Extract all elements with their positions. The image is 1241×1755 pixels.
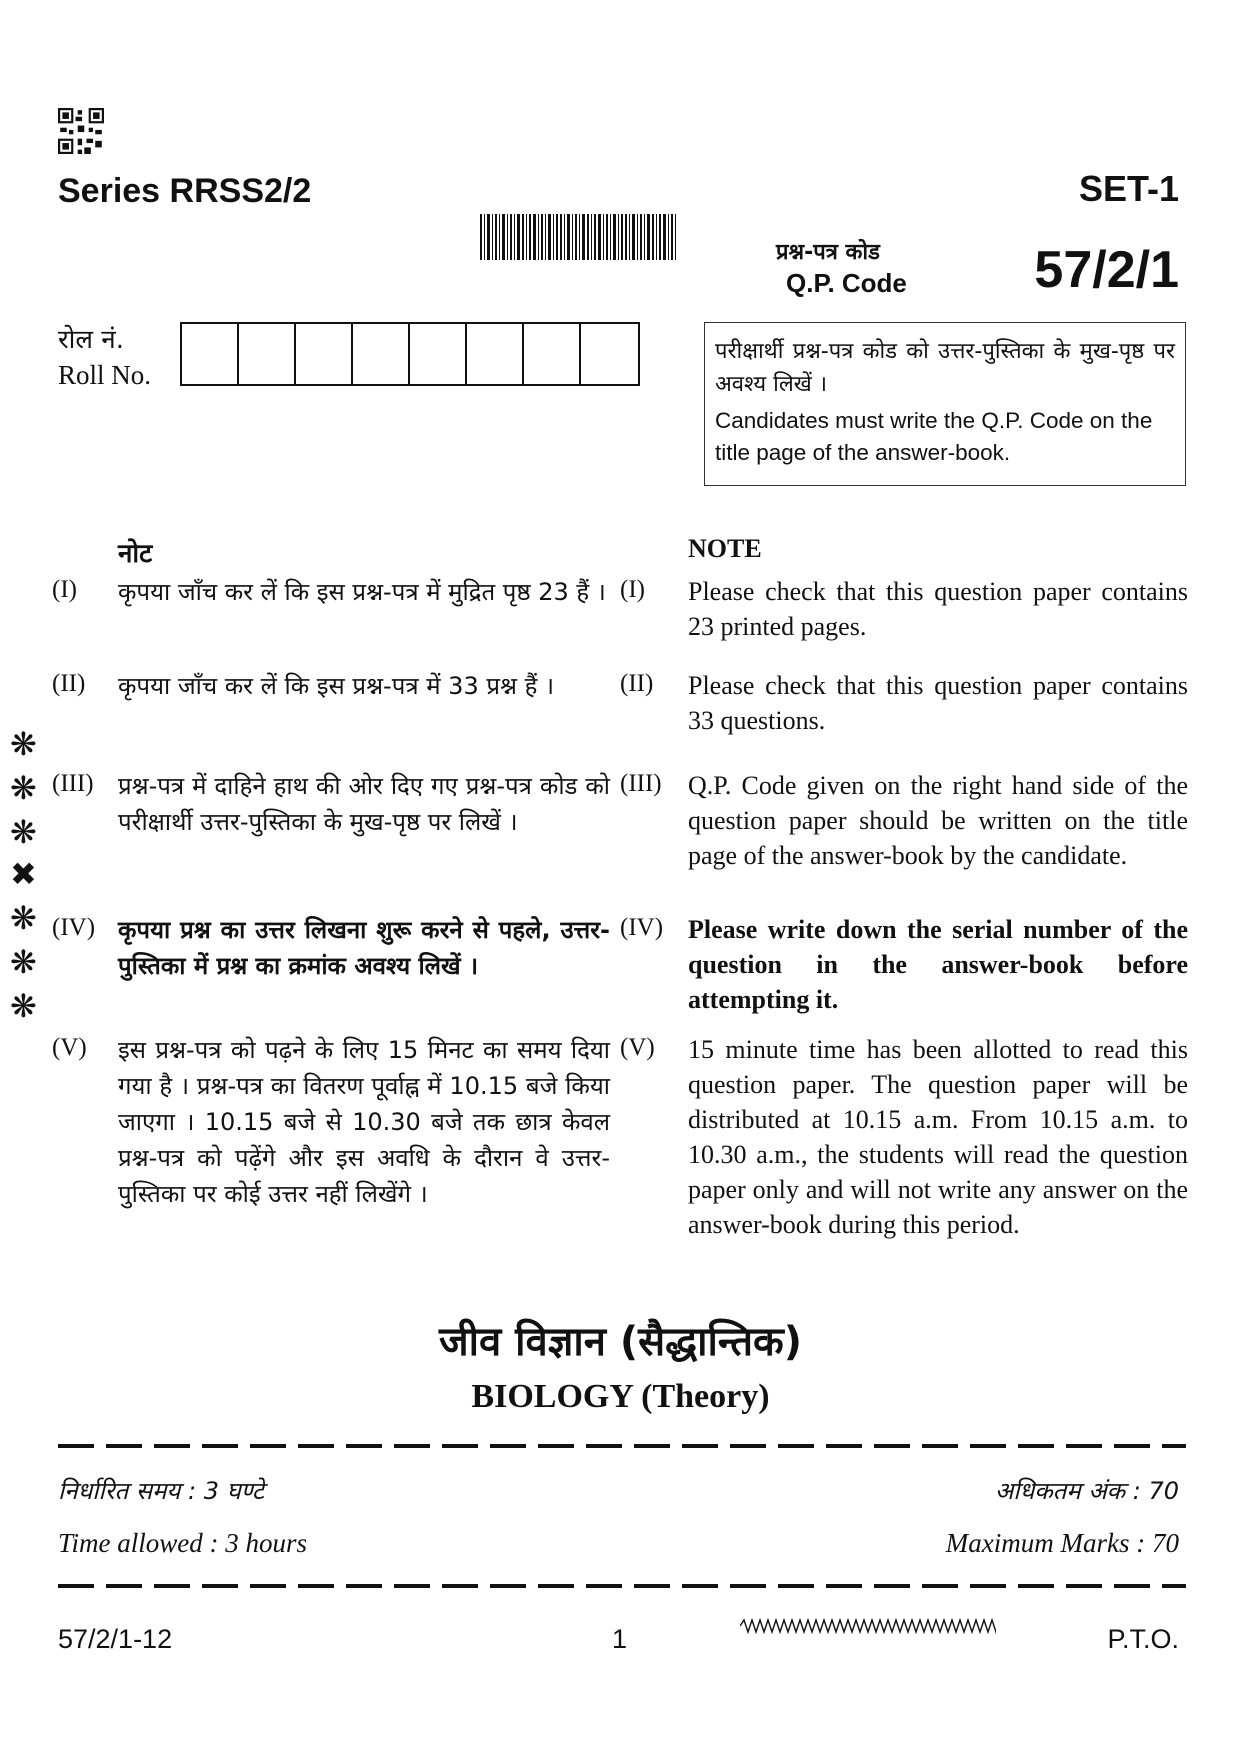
page-number: 1 — [612, 1624, 628, 1654]
note-item-hindi: प्रश्न-पत्र में दाहिने हाथ की ओर दिए गए प्रश्न-पत्र कोड को परीक्षार्थी उत्तर-पुस्तिका के मुख-पृष्ठ पर लिखें । — [118, 772, 610, 836]
note-item-english: Q.P. Code given on the right hand side of the question paper should be written on the title page of the answer-book by the candidate. — [688, 771, 1188, 870]
series-label: Series RRSS2/2 — [58, 172, 312, 210]
qp-code-notice-box — [704, 322, 1186, 486]
note-number: (II) — [52, 670, 86, 697]
roll-label-hindi: रोल नं. — [58, 325, 124, 355]
note-number: (V) — [620, 1034, 655, 1061]
star-icon: ❋ — [10, 987, 37, 1025]
note-item-hindi: कृपया जाँच कर लें कि इस प्रश्न-पत्र में 33 प्रश्न हैं । — [118, 672, 555, 700]
cross-icon: ✖ — [10, 855, 37, 893]
note-item-hindi: कृपया जाँच कर लें कि इस प्रश्न-पत्र में मुद्रित पृष्ठ 23 हैं । — [118, 578, 606, 606]
time-allowed: Time allowed : 3 hours — [58, 1528, 308, 1558]
note-heading-hindi: नोट — [118, 539, 153, 569]
star-icon: ❋ — [10, 899, 37, 937]
roll-box — [353, 324, 410, 384]
note-heading: NOTE — [688, 534, 762, 563]
subject-title-hindi: जीव विज्ञान (सैद्धान्तिक) — [438, 1319, 803, 1365]
note-number: (IV) — [52, 914, 96, 941]
roll-number-boxes — [180, 322, 640, 386]
notice-english: Candidates must write the Q.P. Code on the title page of the answer-book. — [715, 408, 1153, 465]
footer-paper-code: 57/2/1-12 — [58, 1624, 173, 1654]
note-number: (III) — [52, 770, 94, 797]
star-icon: ❋ — [10, 943, 37, 981]
barcode-icon — [480, 214, 676, 260]
qp-code-value: 57/2/1 — [1034, 241, 1179, 299]
roll-box — [524, 324, 581, 384]
roll-box — [239, 324, 296, 384]
qr-code-icon — [58, 108, 104, 154]
max-marks-hindi: अधिकतम अंक : 70 — [994, 1477, 1179, 1505]
star-icon: ❋ — [10, 769, 37, 807]
roll-label: Roll No. — [58, 360, 152, 390]
qp-code-label: Q.P. Code — [786, 268, 907, 298]
note-number: (V) — [52, 1034, 87, 1061]
note-number: (IV) — [620, 914, 664, 941]
star-icon: ❋ — [10, 813, 37, 851]
time-allowed-hindi: निर्धारित समय : 3 घण्टे — [58, 1477, 265, 1505]
roll-box — [467, 324, 524, 384]
roll-box — [182, 324, 239, 384]
note-item-hindi: इस प्रश्न-पत्र को पढ़ने के लिए 15 मिनट का समय दिया गया है । प्रश्न-पत्र का वितरण पूर्वाह्न में 10.15 बजे किया जाएगा । 10.15 बजे से 10.30 बजे तक छात्र केवल प्रश्न-पत्र को पढ़ेंगे और इस अवधि के दौरान वे उत्तर-पुस्तिका पर कोई उत्तर नहीं लिखेंगे । — [118, 1036, 610, 1208]
notice-hindi: परीक्षार्थी प्रश्न-पत्र कोड को उत्तर-पुस्तिका के मुख-पृष्ठ पर अवश्य लिखें । — [715, 339, 1175, 397]
wave-line-icon — [740, 1616, 996, 1636]
note-number: (III) — [620, 770, 662, 797]
dashed-divider — [58, 1584, 1186, 1588]
pto-label: P.T.O. — [1107, 1624, 1179, 1654]
note-number: (I) — [52, 576, 77, 603]
set-label: SET-1 — [1078, 168, 1179, 209]
roll-box — [296, 324, 353, 384]
note-item-english: Please write down the serial number of the question in the answer-book before attempting it. — [688, 915, 1188, 1014]
roll-box — [410, 324, 467, 384]
qp-code-label-hindi: प्रश्न-पत्र कोड — [776, 240, 880, 265]
note-number: (I) — [620, 576, 645, 603]
max-marks: Maximum Marks : 70 — [945, 1528, 1179, 1558]
note-number: (II) — [620, 670, 654, 697]
star-icon: ❋ — [10, 725, 37, 763]
note-item-english: 15 minute time has been allotted to read this question paper. The question paper will be distributed at 10.15 a.m. From 10.15 a.m. to 10.30 a.m., the students will read the question paper only and will not write any answer on the answer-book during this period. — [688, 1035, 1188, 1239]
dashed-divider — [58, 1444, 1186, 1448]
roll-box — [581, 324, 638, 384]
note-item-english: Please check that this question paper contains 23 printed pages. — [688, 577, 1188, 641]
note-item-hindi: कृपया प्रश्न का उत्तर लिखना शुरू करने से पहले, उत्तर-पुस्तिका में प्रश्न का क्रमांक अवश्य लिखें । — [118, 916, 610, 980]
subject-title: BIOLOGY (Theory) — [471, 1378, 770, 1415]
note-item-english: Please check that this question paper contains 33 questions. — [688, 671, 1188, 735]
